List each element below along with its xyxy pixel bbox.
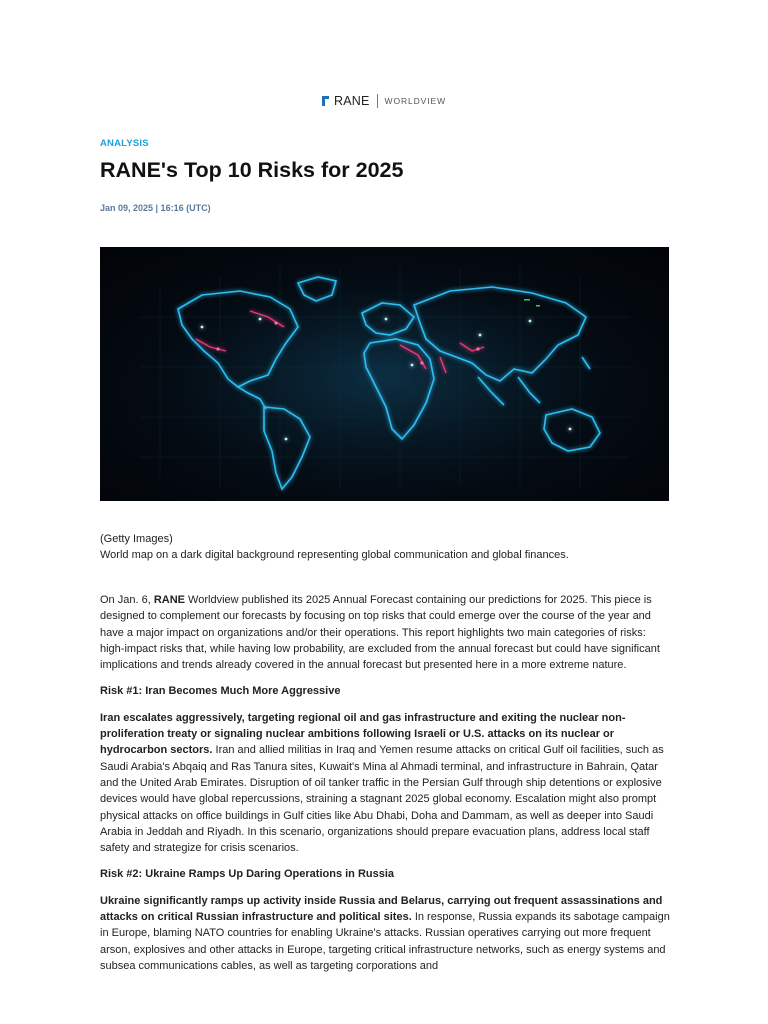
risk-2-paragraph: Ukraine significantly ramps up activity inside Russia and Belarus, carrying out frequent assassinations and attacks on critical Russian infrastructure and political sites. In response, Russia expands its sabotage campaign in Europe, blaming NATO countries for enabling Ukraine's attacks. Russian operatives carrying out more frequent arson, explosives and other attacks in Europe, targeting critical infrastructure networks, such as energy systems and subsea communications cables, as well as targeting corporations and: [100, 894, 670, 972]
image-caption: [100, 531, 569, 563]
article-body: [100, 592, 672, 984]
article-title: RANE's Top 10 Risks for 2025: [100, 158, 404, 182]
site-logo[interactable]: [0, 94, 768, 108]
world-map-graphic: [100, 247, 669, 501]
hero-image: [100, 247, 669, 501]
intro-bold-brand: RANE: [153, 594, 185, 606]
risk-1-paragraph: Iran escalates aggressively, targeting regional oil and gas infrastructure and exiting the nuclear non-proliferation treaty or signaling nuclear ambitions following Israeli or U.S. attacks on its nuclear or hydrocarbon sectors. Iran and allied militias in Iraq and Yemen resume attacks on critical Gulf oil facilities, such as Saudi Arabia's Abqaiq and Ras Tanura sites, Kuwait's Mina al Ahmadi terminal, and infrastructure in Bahrain, Qatar and the United Arab Emirates. Disruption of oil tanker traffic in the Persian Gulf through ship detentions or explosive devices would have global repercussions, straining a stagnant 2025 global economy. Escalation might also prompt physical attacks on office buildings in Gulf cities like Abu Dhabi, Doha and Dammam, as well as deeper into Saudi Arabia in Jeddah and Riyadh. In this scenario, organizations should prepare evacuation plans, address local staff safety and strategize for crisis scenarios.: [100, 711, 664, 855]
image-description: World map on a dark digital background representing global communication and global finances.: [100, 549, 569, 561]
intro-paragraph: On Jan. 6, RANE Worldview published its 2025 Annual Forecast containing our predictions for 2025. This piece is designed to complement our forecasts by focusing on top risks that could emerge over the course of the year and have a major impact on organizations and/or their operations. This report highlights two main categories of risks: high-impact risks that, while having low probability, are excluded from the annual forecast but could have significant implications and trends already covered in the annual forecast but presented here in a more extreme nature.: [100, 594, 660, 672]
image-credit: (Getty Images): [100, 533, 173, 545]
risk-1-lead: Iran escalates aggressively, targeting regional oil and gas infrastructure and exiting the nuclear non-proliferation treaty or signaling nuclear ambitions following Israeli or U.S. attacks on its nuclear or hydrocarbon sectors.: [100, 711, 626, 757]
rane-logo-icon: [322, 96, 330, 106]
risk-2-heading: Risk #2: Ukraine Ramps Up Daring Operations in Russia: [100, 868, 395, 881]
risk-2-lead: Ukraine significantly ramps up activity inside Russia and Belarus, carrying out frequent assassinations and attacks on critical Russian infrastructure and political sites.: [100, 894, 663, 924]
article-date: Jan 09, 2025 | 16:16 (UTC): [100, 203, 211, 213]
article-category[interactable]: ANALYSIS: [100, 138, 149, 149]
logo-product-text: WORLDVIEW: [384, 96, 446, 106]
risk-1-heading: Risk #1: Iran Becomes Much More Aggressive: [100, 685, 341, 698]
logo-divider: [377, 94, 378, 108]
logo-brand-text: RANE: [334, 94, 370, 108]
